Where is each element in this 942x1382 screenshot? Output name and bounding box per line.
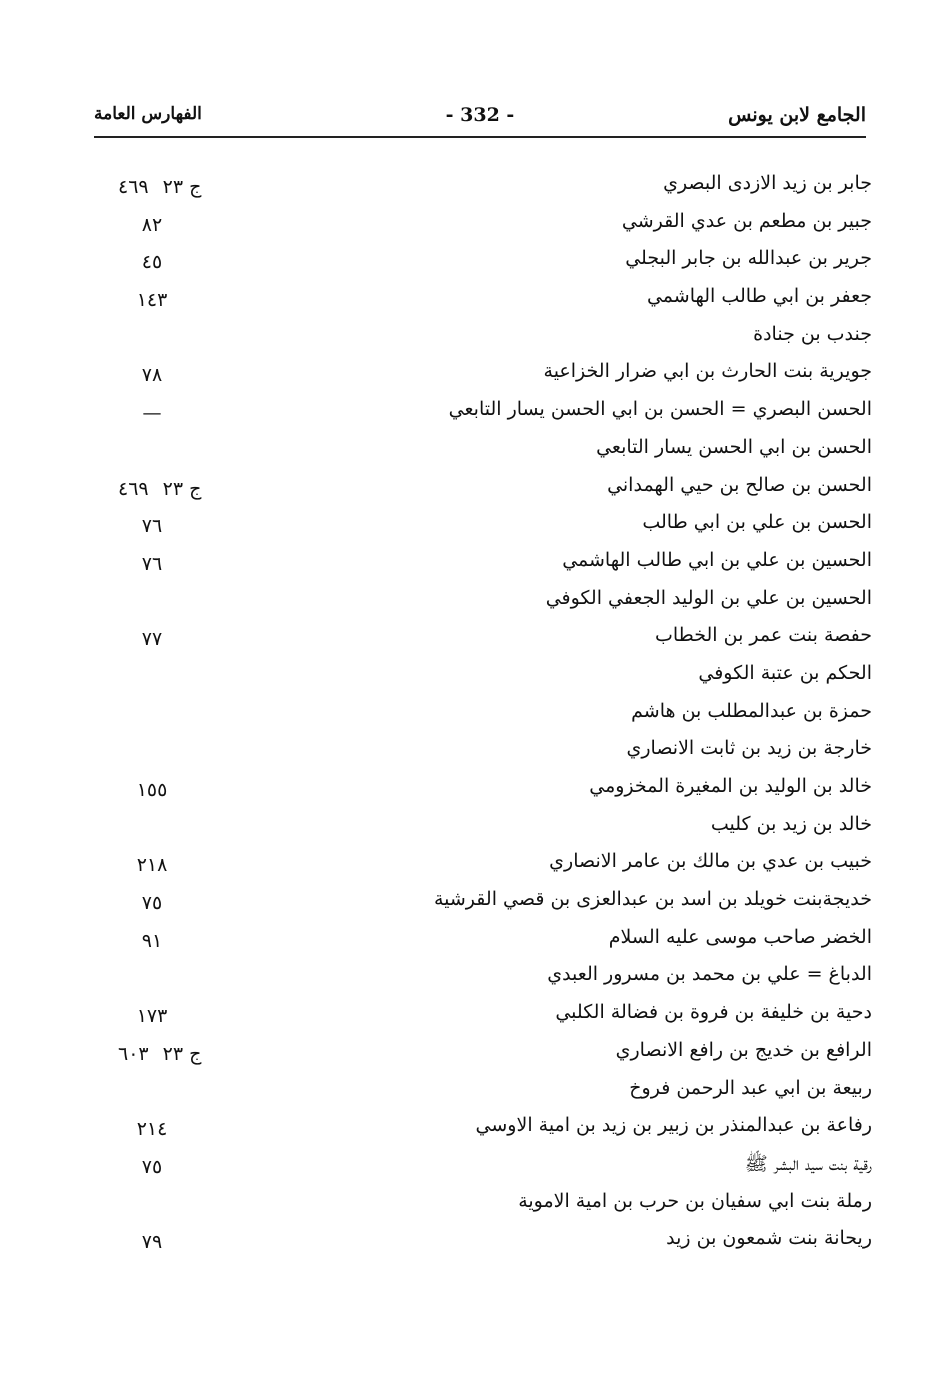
- entry-page: ٧٦: [141, 552, 163, 575]
- entry-reference: [132, 515, 172, 537]
- entry-page: ٤٥: [141, 251, 163, 274]
- entry-name: الخضر صاحب موسى عليه السلام: [608, 925, 872, 948]
- entry-page: ٧٥: [141, 1155, 163, 1178]
- entry-name: جندب بن جنادة: [753, 322, 872, 345]
- entry-page: ١٥٥: [136, 779, 168, 801]
- entry-page: ٧٨: [141, 364, 163, 387]
- index-entry: [94, 620, 872, 658]
- entry-page: ٦٠٣: [118, 1042, 149, 1065]
- entry-reference: [132, 854, 172, 876]
- entry-page: ٩١: [141, 929, 163, 952]
- header-divider: [94, 136, 866, 138]
- index-entry: [94, 206, 872, 244]
- index-entry: [94, 1148, 872, 1186]
- index-entry: [94, 319, 872, 357]
- entry-reference: [132, 402, 172, 424]
- entry-page: ١٧٣: [136, 1005, 168, 1028]
- entry-name: جويرية بنت الحارث بن ابي ضرار الخزاعية: [543, 360, 872, 383]
- index-entry: [94, 771, 872, 809]
- index-entry: [94, 696, 872, 734]
- index-entry: [94, 809, 872, 847]
- entry-page: ٧٧: [141, 628, 163, 651]
- entry-name: خارجة بن زيد بن ثابت الانصاري: [626, 737, 872, 760]
- entry-name: دحية بن خليفة بن فروة بن فضالة الكلبي: [555, 1001, 872, 1024]
- entry-reference: [132, 364, 172, 386]
- entry-name: الحسن بن علي بن ابي طالب: [642, 511, 872, 534]
- entry-name: رملة بنت ابي سفيان بن حرب بن امية الاموية: [518, 1189, 872, 1212]
- entry-page: ٢١٤: [136, 1118, 168, 1141]
- entry-reference: [132, 628, 172, 650]
- entry-name: جرير بن عبدالله بن جابر البجلي: [625, 247, 872, 270]
- index-entry: [94, 1186, 872, 1224]
- entry-name: خديجةبنت خويلد بن اسد بن عبدالعزى بن قصي القرشية: [433, 888, 872, 911]
- index-entry: [94, 243, 872, 281]
- entry-page: ٧٥: [141, 892, 163, 915]
- entry-volume: ج ٢٣: [162, 477, 202, 500]
- entry-reference: [132, 214, 172, 236]
- entry-name: الحسن بن ابي الحسن يسار التابعي: [596, 435, 872, 458]
- entry-page: —: [142, 402, 162, 425]
- index-entry: [94, 1223, 872, 1261]
- entry-name: خبيب بن عدي بن مالك بن عامر الانصاري: [549, 850, 872, 873]
- entry-name: ريحانة بنت شمعون بن زيد: [666, 1227, 872, 1250]
- entry-name: الدباغ = علي بن محمد بن مسرور العبدي: [547, 963, 872, 986]
- book-title: الجامع لابن يونس: [728, 104, 866, 126]
- index-entry: [94, 507, 872, 545]
- entry-name: الحسن البصري = الحسن بن ابي الحسن يسار التابعي: [448, 398, 872, 421]
- index-entry: [94, 1035, 872, 1073]
- page-header: [94, 104, 866, 134]
- index-entry: [94, 432, 872, 470]
- entry-name: الحسين بن علي بن ابي طالب الهاشمي: [562, 548, 872, 571]
- index-entry: [94, 733, 872, 771]
- entry-name: خالد بن الوليد بن المغيرة المخزومي: [589, 775, 872, 797]
- index-entries: [94, 168, 872, 1261]
- index-entry: [94, 583, 872, 621]
- entry-reference: [118, 478, 238, 500]
- entry-reference: [118, 176, 238, 198]
- index-entry: [94, 168, 872, 206]
- index-entry: [94, 658, 872, 696]
- entry-page: ٤٦٩: [118, 176, 149, 198]
- entry-reference: [132, 1231, 172, 1253]
- entry-reference: [118, 1043, 238, 1065]
- index-entry: [94, 1073, 872, 1111]
- index-entry: [94, 997, 872, 1035]
- entry-reference: [132, 930, 172, 952]
- entry-name: رقية بنت سيد البشر ﷺ: [744, 1152, 872, 1175]
- entry-reference: [132, 1156, 172, 1178]
- entry-reference: [132, 1005, 172, 1027]
- entry-reference: [132, 251, 172, 273]
- entry-name: جعفر بن ابي طالب الهاشمي: [646, 285, 872, 308]
- entry-name: ربيعة بن ابي عبد الرحمن فروخ: [629, 1076, 872, 1099]
- entry-name: خالد بن زيد بن كليب: [710, 812, 872, 835]
- index-entry: [94, 394, 872, 432]
- entry-reference: [132, 779, 172, 801]
- entry-reference: [132, 553, 172, 575]
- index-entry: [94, 846, 872, 884]
- page-number: - 332 -: [445, 104, 515, 126]
- index-entry: [94, 922, 872, 960]
- index-entry: [94, 470, 872, 508]
- entry-name: الرافع بن خديج بن رافع الانصاري: [615, 1038, 872, 1061]
- entry-volume: ج ٢٣: [162, 176, 202, 198]
- index-entry: [94, 545, 872, 583]
- entry-page: ٧٦: [141, 515, 163, 538]
- entry-name: الحكم بن عتبة الكوفي: [698, 661, 872, 684]
- index-entry: [94, 884, 872, 922]
- index-entry: [94, 281, 872, 319]
- entry-page: ١٤٣: [136, 289, 168, 312]
- entry-page: ٨٢: [141, 213, 163, 236]
- entry-reference: [132, 289, 172, 311]
- entry-name: حمزة بن عبدالمطلب بن هاشم: [631, 699, 872, 722]
- entry-name: الحسن بن صالح بن حيي الهمداني: [607, 473, 872, 496]
- entry-page: ٧٩: [141, 1231, 163, 1254]
- entry-name: جابر بن زيد الازدى البصري: [663, 172, 872, 194]
- entry-reference: [132, 1118, 172, 1140]
- entry-name: حفصة بنت عمر بن الخطاب: [654, 624, 872, 647]
- entry-reference: [132, 892, 172, 914]
- section-title: الفهارس العامة: [94, 104, 202, 124]
- entry-name: الحسين بن علي بن الوليد الجعفي الكوفي: [545, 586, 872, 609]
- entry-page: ٤٦٩: [118, 477, 149, 500]
- entry-name: رفاعة بن عبدالمنذر بن زبير بن زيد بن امية الاوسي: [475, 1114, 872, 1137]
- index-entry: [94, 959, 872, 997]
- index-entry: [94, 1110, 872, 1148]
- index-entry: [94, 356, 872, 394]
- entry-page: ٢١٨: [136, 854, 168, 877]
- entry-volume: ج ٢٣: [162, 1042, 202, 1065]
- entry-name: جبير بن مطعم بن عدي القرشي: [621, 209, 872, 232]
